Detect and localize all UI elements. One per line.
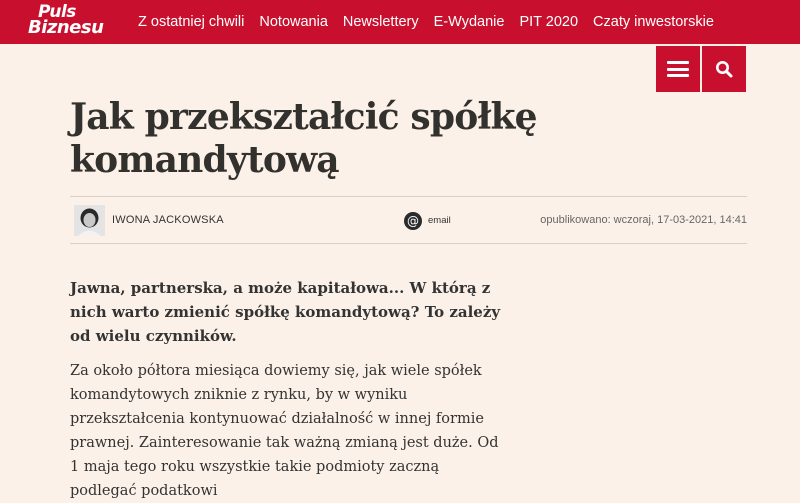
author-name[interactable]: IWONA JACKOWSKA	[112, 214, 224, 226]
article-lead: Jawna, partnerska, a może kapitałowa... W którą z nich warto zmienić spółkę komandytową? To zależy od wielu czynników.	[70, 279, 501, 345]
article-meta	[70, 196, 747, 244]
menu-button[interactable]	[656, 46, 700, 92]
at-icon[interactable]: @	[404, 212, 422, 230]
main-nav	[138, 0, 729, 44]
hamburger-icon	[667, 61, 689, 77]
nav-item-notowania[interactable]: Notowania	[259, 14, 328, 30]
logo-line-1: Puls	[38, 2, 76, 22]
search-icon	[715, 60, 733, 78]
nav-item-newslettery[interactable]: Newslettery	[342, 14, 419, 30]
nav-item-czaty-inwestorskie[interactable]: Czaty inwestorskie	[593, 14, 714, 30]
search-button[interactable]	[702, 46, 746, 92]
author-avatar[interactable]	[74, 205, 105, 236]
logo-line-2: Biznesu	[28, 17, 104, 38]
nav-item-z-ostatniej-chwili[interactable]: Z ostatniej chwili	[138, 14, 245, 30]
author-photo	[74, 205, 105, 236]
nav-item-pit-2020[interactable]: PIT 2020	[519, 14, 579, 30]
published-date: opublikowano: wczoraj, 17-03-2021, 14:41	[540, 214, 747, 226]
top-bar	[0, 0, 800, 44]
nav-item-e-wydanie[interactable]: E-Wydanie	[433, 14, 505, 30]
email-link[interactable]: email	[428, 215, 451, 226]
site-logo[interactable]	[28, 4, 116, 42]
article-body: Za około półtora miesiąca dowiemy się, jak wiele spółek komandytowych zniknie z rynku, by w wyniku przekształcenia kontynuować działalność w innej formie prawnej. Zainteresowanie tak ważną zmianą jest duże. Od 1 maja tego roku wszystkie takie podmioty zaczną podlegać podatkowi	[70, 363, 499, 499]
article-title: Jak przekształcić spółkę komandytową	[70, 96, 537, 181]
